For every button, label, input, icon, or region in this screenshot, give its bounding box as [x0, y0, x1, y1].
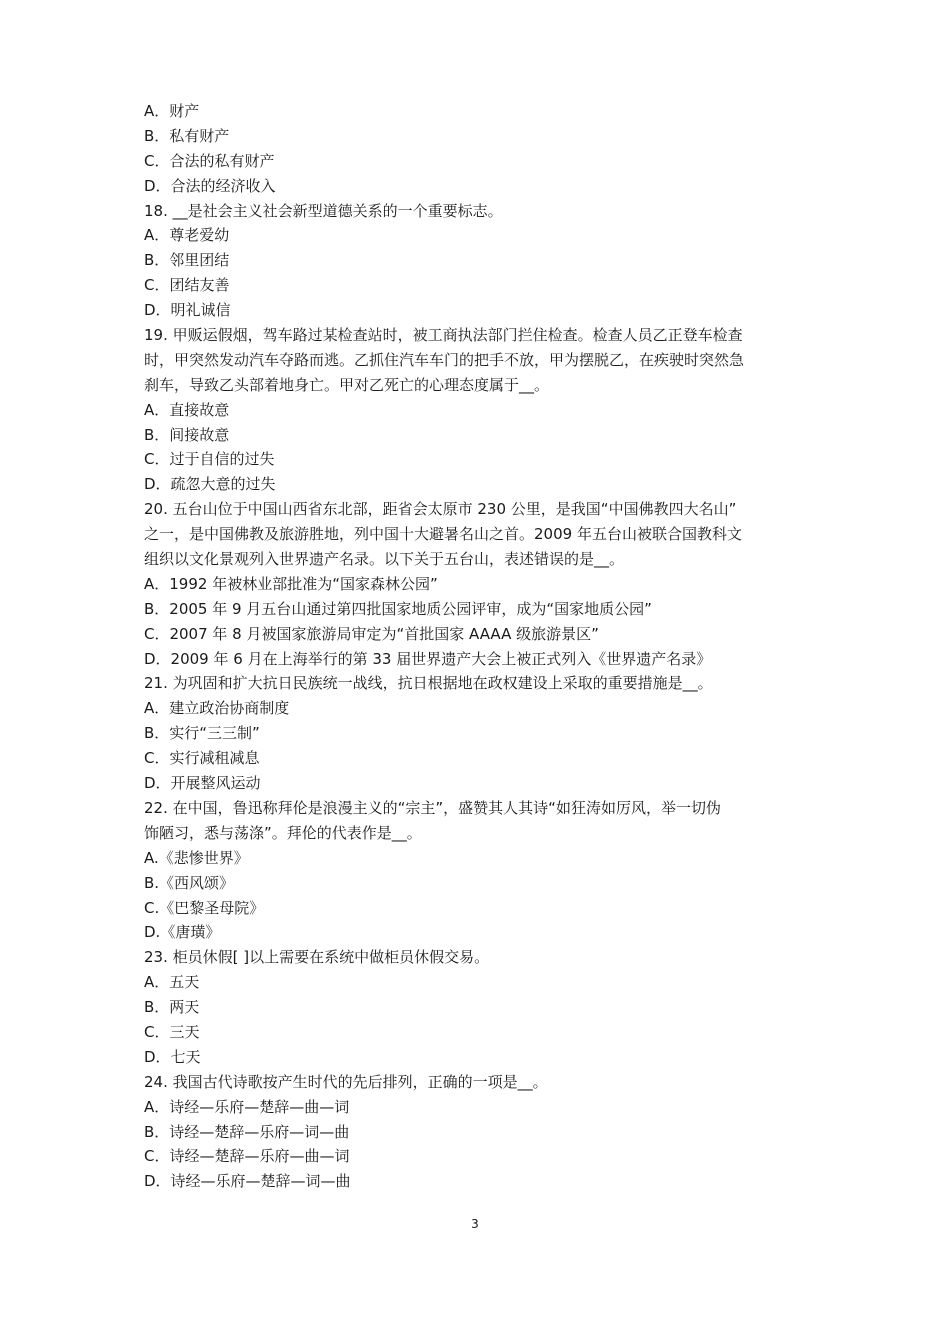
text-line: D.《唐璜》 — [144, 923, 221, 942]
text-line: D．2009 年 6 月在上海举行的第 33 届世界遗产大会上被正式列入《世界遗产名录》 — [144, 649, 712, 668]
text-line: A.《悲惨世界》 — [144, 848, 249, 867]
text-line: A．1992 年被林业部批准为“国家森林公园” — [144, 574, 438, 593]
text-line: A．财产 — [144, 102, 200, 120]
text-line: D．疏忽大意的过失 — [144, 475, 276, 494]
text-line: 刹车，导致乙头部着地身亡。甲对乙死亡的心理态度属于__。 — [144, 375, 550, 394]
text-line: B．邻里团结 — [144, 251, 230, 270]
text-line: C.《巴黎圣母院》 — [144, 898, 265, 917]
text-line: B．实行“三三制” — [144, 724, 260, 743]
question-19: 19. 甲贩运假烟，驾车路过某检查站时，被工商执法部门拦住检查。检查人员乙正登车检查 — [144, 326, 743, 345]
text-line: A．诗经—乐府—楚辞—曲—词 — [144, 1097, 350, 1116]
question-20: 20. 五台山位于中国山西省东北部，距省会太原市 230 公里，是我国“中国佛教四大名山” — [144, 500, 737, 519]
text-line: D．合法的经济收入 — [144, 176, 276, 195]
page-number: 3 — [471, 1217, 479, 1231]
text-line: C．实行减租减息 — [144, 749, 260, 768]
question-21: 21. 为巩固和扩大抗日民族统一战线，抗日根据地在政权建设上采取的重要措施是__。 — [144, 674, 713, 693]
text-line: A．建立政治协商制度 — [144, 699, 290, 718]
text-line: 饰陋习，悉与荡涤”。拜伦的代表作是__。 — [144, 823, 422, 842]
text-line: B．两天 — [144, 998, 200, 1017]
text-line: B．私有财产 — [144, 126, 230, 145]
text-line: C．2007 年 8 月被国家旅游局审定为“首批国家 AAAA 级旅游景区” — [144, 624, 599, 643]
text-line: D．七天 — [144, 1047, 201, 1066]
text-line: 组织以文化景观列入世界遗产名录。以下关于五台山，表述错误的是__。 — [144, 550, 625, 569]
text-line: A．五天 — [144, 973, 200, 992]
text-line: D．明礼诚信 — [144, 301, 231, 320]
question-text-block — [144, 99, 816, 1194]
question-24: 24. 我国古代诗歌按产生时代的先后排列，正确的一项是__。 — [144, 1072, 548, 1091]
text-line: D．诗经—乐府—楚辞—词—曲 — [144, 1172, 351, 1191]
text-line: A．直接故意 — [144, 400, 230, 419]
text-line: B.《西风颂》 — [144, 873, 235, 892]
question-23: 23. 柜员休假[ ]以上需要在系统中做柜员休假交易。 — [144, 948, 490, 967]
text-line: B．2005 年 9 月五台山通过第四批国家地质公园评审，成为“国家地质公园” — [144, 599, 652, 618]
text-line: C．团结友善 — [144, 276, 230, 295]
text-line: B．间接故意 — [144, 425, 230, 444]
text-line: 之一，是中国佛教及旅游胜地，列中国十大避暑名山之首。2009 年五台山被联合国教科文 — [144, 525, 742, 544]
text-line: B．诗经—楚辞—乐府—词—曲 — [144, 1122, 350, 1141]
text-line: C．诗经—楚辞—乐府—曲—词 — [144, 1147, 350, 1166]
question-18: 18. __是社会主义社会新型道德关系的一个重要标志。 — [144, 201, 503, 220]
text-line: 时，甲突然发动汽车夺路而逃。乙抓住汽车车门的把手不放，甲为摆脱乙，在疾驶时突然急 — [144, 350, 745, 369]
text-line: A．尊老爱幼 — [144, 226, 230, 245]
text-line: C．三天 — [144, 1022, 200, 1041]
question-22: 22. 在中国，鲁迅称拜伦是浪漫主义的“宗主”，盛赞其人其诗“如狂涛如厉风，举一切伪 — [144, 798, 721, 817]
text-line: C．过于自信的过失 — [144, 450, 275, 469]
text-line: D．开展整风运动 — [144, 774, 261, 793]
text-line: C．合法的私有财产 — [144, 151, 275, 170]
